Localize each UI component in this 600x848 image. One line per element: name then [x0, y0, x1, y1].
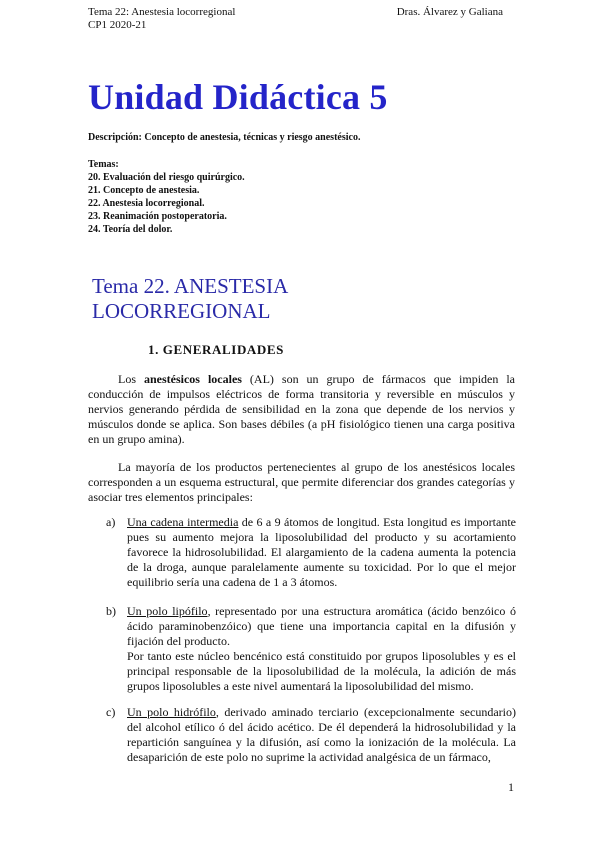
item-text: , representado por una estructura aromática (ácido benzóico ó ácido paraminobenzóico) que tiene una importancia capital en la difusión y fijación del producto. — [127, 604, 516, 648]
tema-item: 21. Concepto de anestesia. — [88, 185, 200, 196]
list-item — [106, 604, 516, 694]
section-heading: 1. GENERALIDADES — [148, 342, 285, 357]
p2-text: La mayoría de los productos pertenecientes al grupo de los anestésicos locales corresponden a un esquema estructural, que permite diferenciar dos grandes categorías y asociar tres elementos principales: — [88, 460, 515, 504]
temas-heading: Temas: — [88, 159, 119, 170]
page-number: 1 — [508, 780, 514, 794]
tema-item: 24. Teoría del dolor. — [88, 224, 173, 235]
item-term: Un polo hidrófilo — [127, 705, 216, 719]
unit-description: Descripción: Concepto de anestesia, técnicas y riesgo anestésico. — [88, 132, 361, 143]
tema-item: 23. Reanimación postoperatoria. — [88, 211, 227, 222]
p1-post: (AL) son un grupo de fármacos que impiden la conducción de impulsos eléctricos de forma transitoria y reversible en músculos y nervios generando pérdida de sensibilidad en la zona que depende de los nervios y músculos donde se aplica. Son bases débiles (a pH fisiológico tienen una carga positiva en un grupo amina). — [88, 372, 516, 446]
item-term: Una cadena intermedia — [127, 515, 239, 529]
paragraph-anestesicos — [88, 372, 515, 447]
item-text: de 6 a 9 átomos de longitud. Esta longitud es importante pues su aumento mejora la liposolubilidad del producto y su acortamiento favorece la hidrosolubilidad. El alargamiento de la cadena aumenta la potencia de la droga, aunque paralelamente aumente su toxicidad. Por lo que el mejor equilibrio sería una cadena de 1 a 3 átomos. — [127, 515, 517, 589]
header-authors: Dras. Álvarez y Galiana — [396, 6, 503, 18]
p1-bold: anestésicos locales — [143, 372, 242, 386]
item-term: Un polo lipófilo — [127, 604, 208, 618]
header-left: Tema 22: Anestesia locorregional — [88, 6, 236, 18]
item-label: c) — [106, 705, 116, 719]
list-item — [106, 705, 516, 765]
paragraph-estructura — [88, 460, 515, 505]
p1-pre: Los — [118, 372, 144, 386]
item-label: a) — [106, 515, 116, 529]
header-course: CP1 2020-21 — [88, 19, 147, 31]
list-item — [106, 515, 516, 590]
tema-title: Tema 22. ANESTESIA LOCORREGIONAL — [92, 274, 288, 323]
temas-list — [88, 171, 245, 236]
unit-title: Unidad Didáctica 5 — [88, 77, 388, 117]
item-label: b) — [106, 604, 116, 618]
tema-item: 20. Evaluación del riesgo quirúrgico. — [88, 172, 245, 183]
tema-item: 22. Anestesia locorregional. — [88, 198, 205, 209]
item-text: , derivado aminado terciario (excepcionalmente secundario) del alcohol etílico ó del ácido acético. De él dependerá la hidrosolubilidad y la repartición sanguínea y la difusión, así como la ionización de la molécula. La desaparición de este polo no suprime la actividad analgésica de un fármaco, — [127, 705, 516, 764]
item-text-2: Por tanto este núcleo bencénico está constituido por grupos liposolubles y es el principal responsable de la liposolubilidad de la molécula, la adición de más grupos liposolubles a este nivel aumentará la liposolubilidad del mismo. — [127, 649, 516, 693]
